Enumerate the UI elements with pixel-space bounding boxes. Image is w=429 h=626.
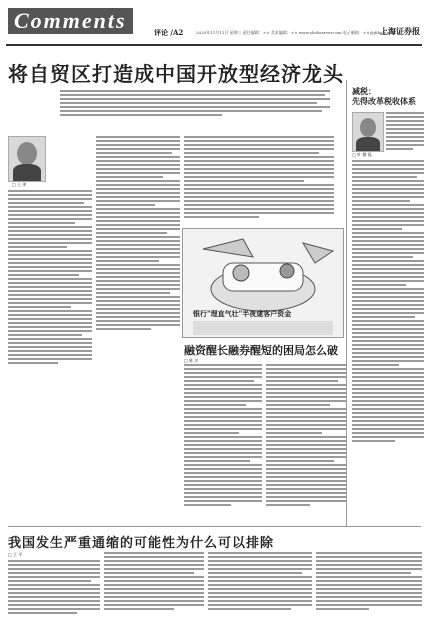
main-article-col-3 <box>184 136 334 224</box>
middle-article-col-1 <box>184 364 262 522</box>
column-divider <box>346 80 347 526</box>
side-article-title: 先得改革税收体系 <box>352 96 416 106</box>
author-photo <box>8 136 46 182</box>
newspaper-name: 上海证券报 <box>380 26 420 36</box>
bottom-article-col-4 <box>316 552 422 622</box>
masthead-rule <box>6 44 422 46</box>
lead-paragraph <box>60 90 330 132</box>
section-divider <box>8 526 421 527</box>
bottom-article-col-3 <box>208 552 312 622</box>
bottom-article-author: □ 王 平 <box>8 552 23 557</box>
bottom-article-title: 我国发生严重通缩的可能性为什么可以排除 <box>8 536 275 551</box>
masthead <box>6 6 422 46</box>
middle-article-author: □ 陈 芳 <box>184 358 199 363</box>
bottom-article-col-2 <box>104 552 204 622</box>
middle-article-title: 融资醒长融券醒短的困局怎么破 <box>184 344 338 357</box>
cartoon-title: 银行"理直气壮"半夜逮客户资金 <box>193 309 292 318</box>
middle-article-col-2 <box>266 364 346 522</box>
author-caption: □ 王 津 <box>12 182 27 187</box>
issue-info: 2020年11月11日 星期三 责任编辑：×× 美术编辑：×× www.shobserver.com 电子邮箱：××@jfdaily.com <box>196 30 396 35</box>
bottom-article-col-1 <box>8 560 100 622</box>
side-article-body <box>352 160 424 522</box>
section-label: 评论 /A2 <box>154 28 184 37</box>
cartoon-illustration <box>183 229 343 337</box>
side-author-photo <box>352 112 384 152</box>
main-article-col-2 <box>96 136 180 520</box>
side-article-kicker: 减税： <box>352 86 376 96</box>
section-logo: Comments <box>8 8 133 34</box>
side-author-caption: □ 叶 德 磊 <box>352 152 372 157</box>
main-headline: 将自贸区打造成中国开放型经济龙头 <box>8 62 344 86</box>
side-article-intro <box>386 112 424 156</box>
editorial-cartoon <box>182 228 344 338</box>
main-article-col-1 <box>8 190 92 520</box>
